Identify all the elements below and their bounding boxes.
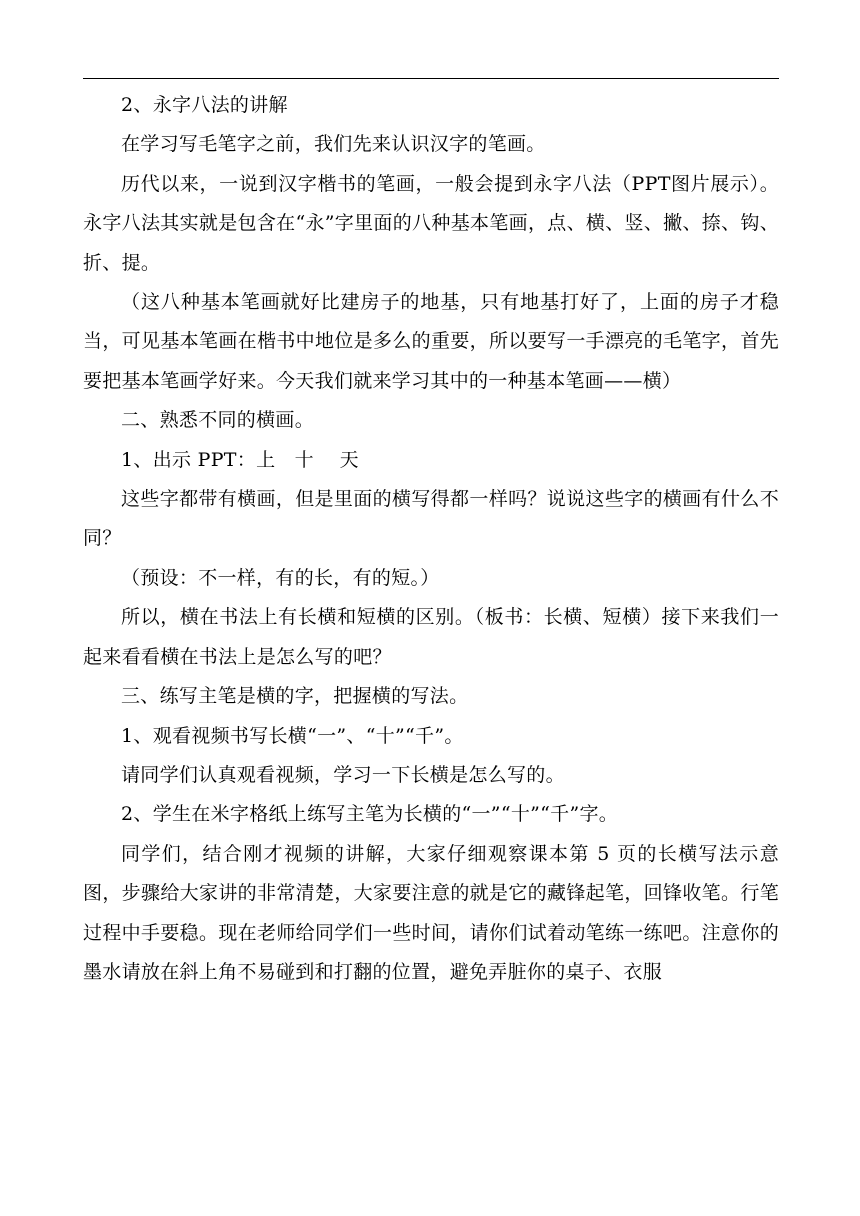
section-heading-yongzi: 2、永字八法的讲解 <box>121 94 288 116</box>
section-heading-heng: 二、熟悉不同的横画。 <box>121 409 315 432</box>
paragraph-yongzi-bafa: 历代以来，一说到汉字楷书的笔画，一般会提到永字八法（PPT图片展示）。永字八法其实就是包含在“永”字里面的八种基本笔画，点、横、竖、撇、捺、钩、折、提。 <box>83 172 779 274</box>
paragraph-watch-video: 1、观看视频书写长横“一”、“十”“千”。 <box>121 724 464 747</box>
paragraph-practice-guidance: 同学们，结合刚才视频的讲解，大家仔细观察课本第 5 页的长横写法示意图，步骤给大家讲的非常清楚，大家要注意的就是它的藏锋起笔，回锋收笔。行笔过程中手要稳。现在老师给同学们一些时间，请你们试着动笔练一练吧。注意你的墨水请放在斜上角不易碰到和打翻的位置，避免弄脏你的桌子、衣服 <box>83 842 779 983</box>
document-body <box>83 86 779 992</box>
paragraph-question: 这些字都带有横画，但是里面的横写得都一样吗？说说这些字的横画有什么不同？ <box>83 488 779 550</box>
paragraph-intro: 在学习写毛笔字之前，我们先来认识汉字的笔画。 <box>121 133 546 156</box>
header-rule <box>83 78 779 79</box>
paragraph-foundation-note: （这八种基本笔画就好比建房子的地基，只有地基打好了，上面的房子才稳当，可见基本笔画在楷书中地位是多么的重要，所以要写一手漂亮的毛笔字，首先要把基本笔画学好来。今天我们就来学习其中的一种基本笔画——横） <box>83 291 779 392</box>
paragraph-practice-grid: 2、学生在米字格纸上练写主笔为长横的“一”“十”“千”字。 <box>121 803 619 826</box>
paragraph-long-short-heng: 所以，横在书法上有长横和短横的区别。（板书：长横、短横）接下来我们一起来看看横在书法上是怎么写的吧？ <box>83 606 779 668</box>
paragraph-video-instruction: 请同学们认真观看视频，学习一下长横是怎么写的。 <box>121 763 565 786</box>
paragraph-preset-answer: （预设：不一样，有的长，有的短。） <box>121 566 440 589</box>
section-heading-practice: 三、练写主笔是横的字，把握横的写法。 <box>121 685 469 708</box>
paragraph-ppt-characters: 1、出示 PPT：上 十 天 <box>121 448 359 471</box>
